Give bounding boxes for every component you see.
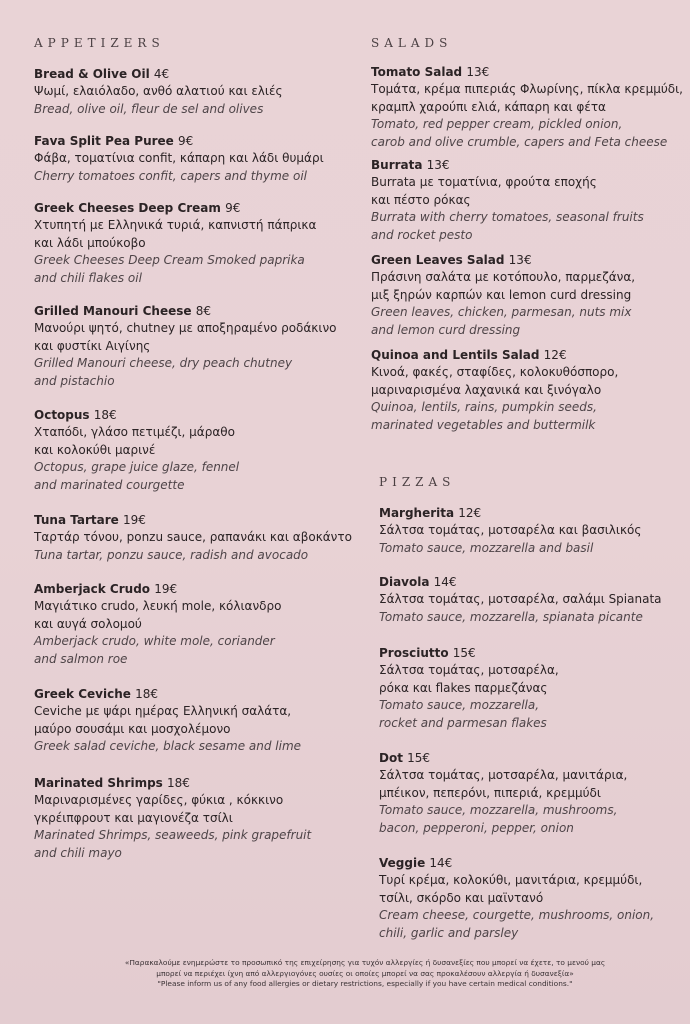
item-description-english: Tuna tartar, ponzu sauce, radish and avocado: [34, 547, 309, 562]
item-description-english: and rocket pesto: [371, 227, 473, 242]
item-description-greek: και αυγά σολομού: [34, 616, 142, 631]
item-description-english: bacon, pepperoni, pepper, onion: [379, 820, 574, 835]
item-price: 14€: [433, 575, 457, 589]
item-price: 19€: [122, 513, 146, 527]
item-description-greek: μαριναρισμένα λαχανικά και ξινόγαλο: [371, 382, 602, 397]
menu-item: [34, 512, 352, 564]
item-price: 8€: [195, 304, 211, 318]
item-description-english: carob and olive crumble, capers and Feta cheese: [371, 134, 668, 149]
item-description-english: chili, garlic and parsley: [379, 925, 519, 940]
item-title: [379, 645, 559, 662]
item-description-english: Tomato sauce, mozzarella and basil: [379, 540, 594, 555]
item-price: 18€: [93, 408, 117, 422]
item-title: [34, 775, 311, 792]
item-description-english: Cream cheese, courgette, mushrooms, onion,: [379, 908, 655, 922]
item-title: [379, 505, 641, 522]
item-name: Amberjack Crudo: [34, 582, 151, 596]
item-name: Tuna Tartare: [34, 513, 119, 527]
item-description-greek: Σάλτσα τομάτας, μοτσαρέλα, μανιτάρια,: [379, 768, 628, 782]
item-title: [379, 855, 654, 872]
item-description-greek: μαύρο σουσάμι και μοσχολέμονο: [34, 721, 231, 736]
item-title: [371, 157, 644, 174]
item-description-english: Grilled Manouri cheese, dry peach chutney: [34, 356, 293, 370]
item-name: Dot: [379, 751, 403, 765]
item-title: [379, 750, 627, 767]
item-name: Greek Cheeses Deep Cream: [34, 201, 221, 215]
item-price: 13€: [426, 158, 450, 172]
item-description-greek: Τυρί κρέμα, κολοκύθι, μανιτάρια, κρεμμύδι,: [379, 873, 643, 887]
item-description-english: Green leaves, chicken, parmesan, nuts mix: [371, 305, 632, 319]
item-name: Grilled Manouri Cheese: [34, 304, 192, 318]
item-title: [34, 686, 301, 703]
item-price: 18€: [167, 776, 190, 790]
item-description-english: rocket and parmesan flakes: [379, 715, 547, 730]
item-price: 19€: [154, 582, 178, 596]
menu-item: [379, 645, 559, 732]
item-title: [34, 303, 336, 320]
item-description-english: Tomato sauce, mozzarella, mushrooms,: [379, 803, 618, 817]
item-title: [34, 512, 352, 529]
item-description-english: Quinoa, lentils, rains, pumpkin seeds,: [371, 400, 597, 414]
item-description-greek: τσίλι, σκόρδο και μαϊντανό: [379, 890, 544, 905]
item-name: Bread & Olive Oil: [34, 67, 150, 81]
allergy-notice-greek-2: μπορεί να περιέχει ίχνη από αλλεργιογόνες ουσίες οι οποίες μπορεί να σας προκαλέσουν αλλεργία ή δυσανεξία»: [156, 968, 574, 978]
item-price: 13€: [508, 253, 532, 267]
menu-item: [34, 581, 281, 668]
item-name: Fava Split Pea Puree: [34, 134, 174, 148]
item-description-greek: Τομάτα, κρέμα πιπεριάς Φλωρίνης, πίκλα κρεμμύδι,: [371, 82, 683, 96]
item-price: 18€: [135, 687, 158, 701]
item-description-english: Tomato, red pepper cream, pickled onion,: [371, 117, 623, 131]
menu-item: [34, 303, 336, 390]
item-description-english: Tomato sauce, mozzarella, spianata picante: [379, 609, 643, 624]
menu-item: [371, 64, 683, 151]
menu-item: [371, 252, 635, 339]
item-description-english: and lemon curd dressing: [371, 322, 521, 337]
item-price: 13€: [466, 65, 490, 79]
item-title: [34, 133, 324, 150]
item-title: [371, 347, 618, 364]
item-name: Margherita: [379, 506, 455, 520]
allergy-notice-english: "Please inform us of any food allergies or dietary restrictions, especially if you have certain medical conditions.": [157, 979, 573, 988]
item-description-greek: γκρέιπφρουτ και μαγιονέζα τσίλι: [34, 810, 233, 825]
menu-item: [371, 347, 618, 434]
pizzas-heading: PIZZAS: [379, 475, 456, 489]
item-description-english: and pistachio: [34, 373, 115, 388]
item-title: [34, 66, 283, 83]
menu-item: [34, 775, 311, 862]
item-description-greek: Χτυπητή με Ελληνικά τυριά, καπνιστή πάπρικα: [34, 218, 317, 232]
item-price: 12€: [458, 506, 482, 520]
item-name: Veggie: [379, 856, 426, 870]
item-description-greek: Μαριναρισμένες γαρίδες, φύκια , κόκκινο: [34, 793, 284, 807]
item-description-greek: Μαγιάτικο crudo, λευκή mole, κόλιανδρο: [34, 599, 282, 613]
item-price: 15€: [452, 646, 476, 660]
item-price: 14€: [429, 856, 453, 870]
item-description-greek: και κολοκύθι μαρινέ: [34, 442, 156, 457]
item-name: Prosciutto: [379, 646, 449, 660]
item-description-greek: Πράσινη σαλάτα με κοτόπουλο, παρμεζάνα,: [371, 270, 636, 284]
item-price: 4€: [153, 67, 170, 81]
item-description-greek: Ψωμί, ελαιόλαδο, ανθό αλατιού και ελιές: [34, 84, 283, 98]
menu-item: [379, 505, 641, 557]
item-price: 9€: [225, 201, 241, 215]
item-price: 9€: [178, 134, 194, 148]
item-title: [34, 581, 281, 598]
item-name: Tomato Salad: [371, 65, 463, 79]
menu-item: [34, 66, 283, 118]
item-description-greek: Ταρτάρ τόνου, ponzu sauce, ραπανάκι και αβοκάντο: [34, 530, 352, 544]
item-name: Marinated Shrimps: [34, 776, 163, 790]
item-name: Greek Ceviche: [34, 687, 131, 701]
item-price: 15€: [407, 751, 431, 765]
item-name: Diavola: [379, 575, 430, 589]
item-description-greek: Μανούρι ψητό, chutney με αποξηραμένο ροδάκινο: [34, 321, 337, 335]
item-description-english: Amberjack crudo, white mole, coriander: [34, 634, 275, 648]
item-description-greek: Σάλτσα τομάτας, μοτσαρέλα,: [379, 663, 559, 677]
menu-item: [371, 157, 644, 244]
item-price: 12€: [543, 348, 567, 362]
item-title: [34, 407, 239, 424]
item-description-english: Marinated Shrimps, seaweeds, pink grapefruit: [34, 828, 312, 842]
item-name: Quinoa and Lentils Salad: [371, 348, 540, 362]
appetizers-heading: APPETIZERS: [34, 36, 165, 50]
menu-item: [34, 200, 316, 287]
item-description-english: Burrata with cherry tomatoes, seasonal fruits: [371, 210, 644, 224]
item-description-greek: και πέστο ρόκας: [371, 192, 471, 207]
item-description-english: Octopus, grape juice glaze, fennel: [34, 460, 240, 474]
item-description-english: Greek salad ceviche, black sesame and lime: [34, 739, 302, 753]
item-description-greek: μπέικον, πεπερόνι, πιπεριά, κρεμμύδι: [379, 785, 601, 800]
item-description-greek: ρόκα και flakes παρμεζάνας: [379, 680, 548, 695]
menu-item: [379, 855, 654, 942]
salads-heading: SALADS: [371, 36, 453, 50]
menu-item: [34, 407, 239, 494]
item-description-greek: και λάδι μπούκοβο: [34, 235, 146, 250]
item-description-english: marinated vegetables and buttermilk: [371, 417, 596, 432]
menu-item: [34, 133, 324, 185]
item-name: Octopus: [34, 408, 90, 422]
item-description-english: and marinated courgette: [34, 477, 185, 492]
item-description-greek: Σάλτσα τομάτας, μοτσαρέλα, σαλάμι Spianata: [379, 592, 662, 606]
item-description-greek: Χταπόδι, γλάσο πετιμέζι, μάραθο: [34, 425, 235, 439]
item-title: [379, 574, 662, 591]
item-title: [34, 200, 316, 217]
item-description-greek: Φάβα, τοματίνια confit, κάπαρη και λάδι θυμάρι: [34, 151, 324, 165]
menu-item: [379, 750, 627, 837]
item-description-english: and chili flakes oil: [34, 270, 142, 285]
item-description-english: Tomato sauce, mozzarella,: [379, 698, 540, 712]
item-description-english: Cherry tomatoes confit, capers and thyme oil: [34, 168, 308, 183]
menu-item: [379, 574, 662, 626]
item-description-greek: Κινοά, φακές, σταφίδες, κολοκυθόσπορο,: [371, 365, 619, 379]
item-name: Burrata: [371, 158, 423, 172]
item-description-greek: Burrata με τοματίνια, φρούτα εποχής: [371, 175, 597, 189]
item-title: [371, 252, 635, 269]
menu-item: [34, 686, 301, 756]
item-description-english: Greek Cheeses Deep Cream Smoked paprika: [34, 253, 305, 267]
item-description-english: Bread, olive oil, fleur de sel and olives: [34, 101, 264, 116]
item-name: Green Leaves Salad: [371, 253, 505, 267]
item-description-greek: κραμπλ χαρούπι ελιά, κάπαρη και φέτα: [371, 99, 606, 114]
item-description-greek: Ceviche με ψάρι ημέρας Ελληνική σαλάτα,: [34, 704, 292, 718]
item-title: [371, 64, 683, 81]
item-description-english: and salmon roe: [34, 651, 128, 666]
allergy-notice: [60, 958, 670, 990]
item-description-greek: και φυστίκι Αιγίνης: [34, 338, 151, 353]
item-description-greek: Σάλτσα τομάτας, μοτσαρέλα και βασιλικός: [379, 523, 642, 537]
item-description-greek: μιξ ξηρών καρπών και lemon curd dressing: [371, 287, 632, 302]
item-description-english: and chili mayo: [34, 845, 122, 860]
allergy-notice-greek-1: «Παρακαλούμε ενημερώστε το προσωπικό της επιχείρησης για τυχόν αλλεργίες ή δυσανεξίες που μπορεί να έχετε, το μενού μας: [124, 958, 606, 967]
